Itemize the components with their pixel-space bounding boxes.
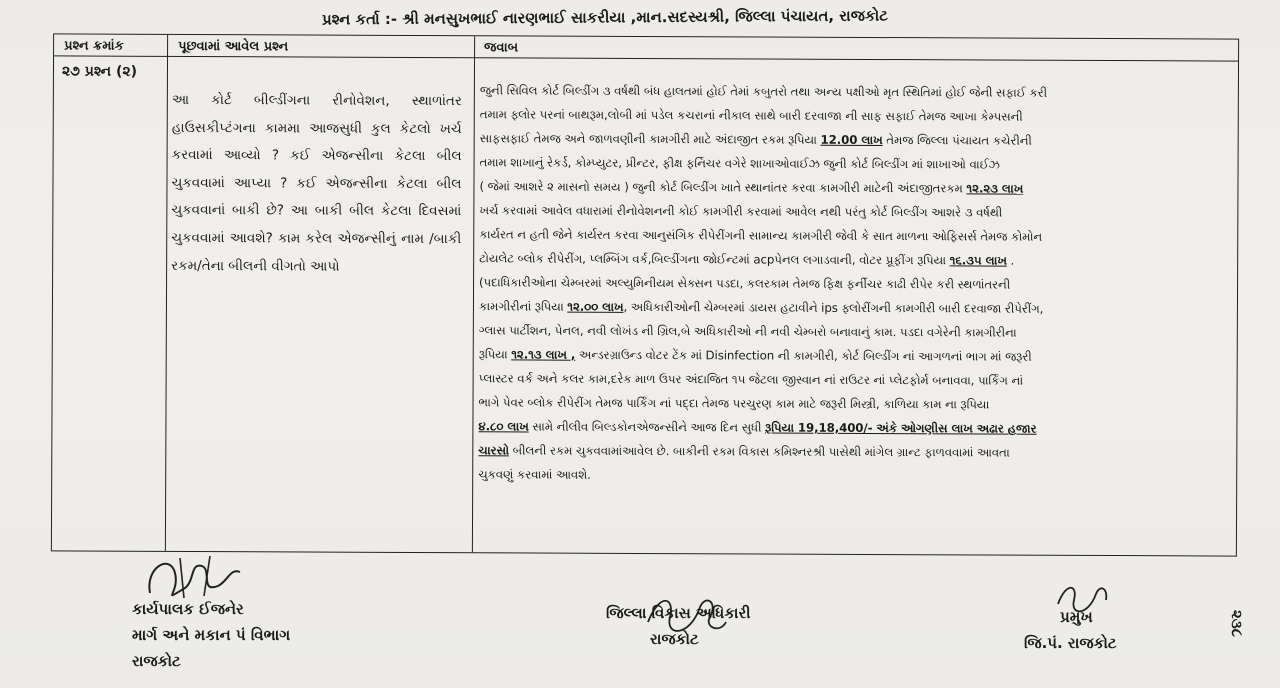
answer-line [480,102,1238,129]
answer-text-segment: ચુકવણું કરવામાં આવશે. [478,467,591,482]
answer-line [479,246,1237,273]
answer-text-segment: તમામ ફ્લોર પરનાં બાથરૂમ,લોબી માં પડેલ કચરાનાં નીકાલ સાથે બારી દરવાજા ની સાફ સફાઈ તેમજ આખા કેમ્પસની [479,107,1023,124]
answer-text-segment: ( જેમાં આશરે ૨ માસનો સમય ) જુની કોર્ટ બિલ્ડીંગ ખાતે સ્થાનાંતર કરવા કામગીરી માટેની અંદાજીતરકમ [479,179,967,196]
signature-title: કાર્યપાલક ઈજનેર [132,600,244,618]
answer-line [480,78,1238,105]
header-question-number: પ્રશ્ન ક્રમાંક [64,38,124,54]
answer-text-segment: જુની સિવિલ કોર્ટ બિલ્ડીંગ ૩ વર્ષથી બંધ હાલતમાં હોઈ તેમાં કબુતરો તથા અન્ય પક્ષીઓ મૃત સ્થિતિમાં હોઈ જેની સફાઈ કરી [479,83,1048,100]
answer-line [479,294,1237,321]
signature-title: જિલ્લા વિકાસ અધિકારી [606,604,751,622]
question-number: ૨૭ પ્રશ્ન (૨) [61,63,138,80]
answer-text-segment: તેમજ જિલ્લા પંચાયત કચેરીની [882,133,1032,148]
answer-text-segment: સામે નીલીવ બિલ્ડકોનએજન્સીને આજ દિન સુધી [528,419,766,435]
answer-text-segment: કાર્યરત ન હતી જેને કાર્યરત કરવા આનુસંગિક રીપેરીંગની સામાન્ય કામગીરી જેવી કે સાત માળના ઓફિસર્સ તેમજ કોમોન [479,227,1043,244]
answer-text-segment: . [1006,253,1015,268]
answer-text-segment: સાફસફાઈ તેમજ અને જાળવણીની કામગીરી માટે અંદાજીત રકમ રૂપિયા [479,131,821,147]
underlined-amount: ૧૨.૨૩ લાખ [966,181,1024,196]
underlined-amount: 12.00 લાખ [820,132,883,148]
signature-place: રાજકોટ [650,630,699,648]
answer-line [479,366,1237,393]
signature-department: માર્ગ અને મકાન પં વિભાગ [132,626,291,644]
answer-text-segment: તમામ શાખાનું રેકર્ડ, કોમ્પ્યુટર, પ્રીન્ટર, ફીક્ષ ફર્નિચર વગેરે શાખાઓવાઈઝ જુની કોર્ટ બિલ્ડીંગ માં શાખાઓ વાઈઝ [479,155,1000,172]
answer-line [478,390,1236,417]
answer-line [479,198,1237,225]
underlined-amount: ૧૨.૦૦ લાખ [567,299,624,314]
answer-line [479,318,1237,345]
underlined-amount: ૧૨.૧૩ લાખ , [511,347,576,362]
qa-table [51,33,1239,556]
answer-text-segment: (પદાધિકારીઓના ચેમ્બરમાં અલ્યુમિનીયમ સેક્સન પડદા, કલરકામ તેમજ ફિક્ષ ફર્નીચર કાઢી રીપેર કરી સ્થળાંતરની [479,275,1011,292]
signature-place: રાજકોટ [132,652,181,670]
column-divider [165,35,168,551]
answer-text-segment: પ્લાસ્ટર વર્ક અને કલર કામ,દરેક માળ ઉપર અંદાજિત ૧૫ જેટલા જીસ્વાન નાં રાઉટર નાં પ્લેટફોર્મ બનાવવા, પાર્કિંગ નાં [478,371,1024,388]
answer-text-segment: કામગીરીનાં રૂપિયા [478,299,568,314]
underlined-amount: રૂપિયા 19,18,400/- અંકે ઓગણીસ લાખ અઢાર હજાર [765,420,1037,436]
answer-text-segment: ભાગે પેવર બ્લોક રીપેરીંગ તેમજ પાર્કિંગ નાં પદ્દા તેમજ પરચુરણ કામ માટે જરૂરી મિસ્ત્રી, કાળિયા કામ ના રૂપિયા [478,395,990,412]
answer-text-segment: બીલની રકમ ચુકવવામાંઆવેલ છે. બાકીની રકમ વિકાસ કમિશ્નરશ્રી પાસેથી માંગેલ ગ્રાન્ટ ફાળવવામાં આવતા [508,443,1010,460]
answer-line [480,126,1238,153]
signature-title: પ્રમુખ [1060,608,1093,626]
answer-line [478,438,1236,465]
answer-text-segment: અન્ડરગ્રાઉન્ડ વોટર ટેંક માં Disinfection ની કામગીરી, કોર્ટ બિલ્ડીંગ નાં આગળનાં ભાગ માં જરૂરી [575,347,1032,364]
header-answer: જવાબ [484,40,519,56]
underlined-amount: ૧૬.૩૫ લાખ [949,253,1007,268]
underlined-amount: ૪.૮૦ લાખ [478,419,529,434]
answer-line [478,414,1236,441]
answer-text-segment: ગ્લાસ પાર્ટીશન, પેનલ, નવી લોખંડ ની ગ્રિલ,બે અધિકારીઓ ની નવી ચેમ્બરો બનાવાનું કામ. પડદા વગેરેની કામગીરીના [478,323,1017,340]
answer-line [479,270,1237,297]
cropped-top-text [560,0,820,6]
answer-line [479,222,1237,249]
questioner-line: પ્રશ્ન કર્તા :- શ્રી મનસુખભાઈ નારણભાઈ સાકરીયા ,માન.સદસ્યશ્રી, જિલ્લા પંચાયત, રાજકોટ [321,6,889,29]
answer-text-segment: ટોયલેટ બ્લોક રીપેરીંગ, પ્લમ્બિંગ વર્ક,બિલ્ડીંગના જોઈન્ટમાં acpપેનલ લગાડવાની, વોટર પ્રૂફીંગ રૂપિયા [479,251,950,268]
answer-text-segment: , અધિકારીઓની ચેમ્બરમાં ડાયસ હટાવીને ips ફ્લોરીંગની કામગીરી બારી દરવાજા રીપેરીંગ, [623,299,1044,316]
row-divider [54,55,1238,61]
signature-district-development-officer [606,600,751,652]
header-question: પૂછવામાં આવેલ પ્રશ્ન [178,38,289,55]
signature-executive-engineer [132,596,290,674]
answer-line [478,462,1236,489]
answer-text [478,78,1238,489]
answer-text-segment: ખર્ચ કરવામાં આવેલ વધારામાં રીનોવેશનની કોઈ કામગીરી કરવામાં આવેલ નથી પરંતુ કોર્ટ બિલ્ડીંગ આશરે ૩ વર્ષથી [479,203,1003,220]
answer-text-segment: રૂપિયા [478,347,512,362]
signature-president [1024,604,1117,656]
answer-line [479,174,1237,201]
page-number: ૨૩૮ [1228,610,1246,638]
underlined-amount: ચારસો [478,443,509,458]
column-divider [472,36,475,552]
answer-line [479,342,1237,369]
answer-line [480,150,1238,177]
signature-place: જિ.પં. રાજકોટ [1024,634,1117,652]
question-text: આ કોર્ટ બીલ્ડીંગના રીનોવેશન, સ્થાળાંતર હાઉસકીપ્ટંગના કામમા આજસુધી કુલ કેટલો ખર્ચ કરવામાં આવ્યો ? કઈ એજન્સીના કેટલા બીલ ચુકવવામાં આપ્યા ? કઈ એજન્સીના કેટલા બીલ ચુકવવાનાં બાકી છે? આ બાકી બીલ કેટલા દિવસમાં ચુકવવામાં આવશે? કામ કરેલ એજન્સીનું નામ /બાકી રકમ/તેના બીલની વીગતો આપો [171,91,462,275]
